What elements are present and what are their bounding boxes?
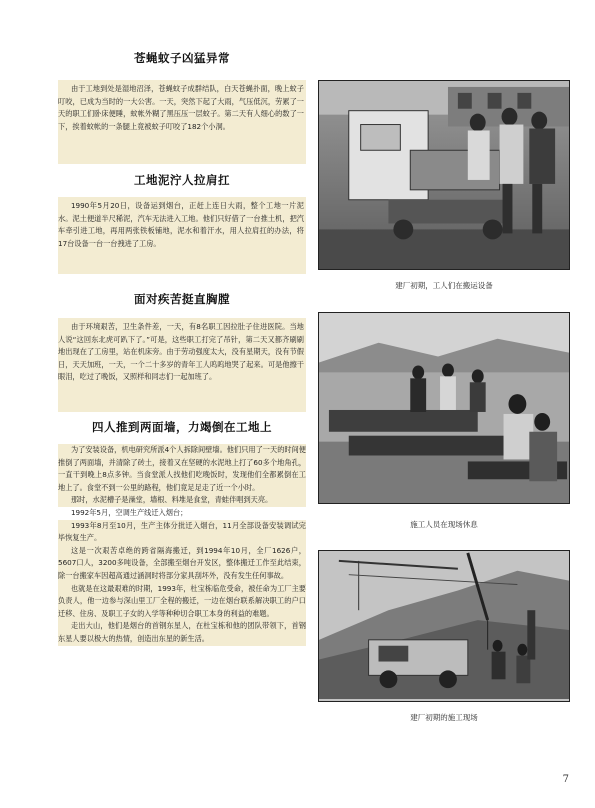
paragraph: 1990年5月20日，设备运到烟台，正赶上连日大雨，整个工地一片泥水。泥土便道半尺稀泥，汽车无法进入工地。他们只好借了一台推土机，把汽车牵引进工地，再用两张铁板铺地，泥水和着汗水，用人拉肩扛的办法，将17台设备一台一台拽进了工房。	[58, 201, 304, 248]
section-heading-1: 苍蝇蚊子凶猛异常	[134, 51, 230, 65]
construction-crane-photo	[318, 550, 570, 702]
photo-caption-2: 施工人员在现场休息	[410, 520, 478, 529]
paragraph: 那时，水泥槽子是澡堂，墙根、料堆是食堂，青蛙伴唱到天亮。	[58, 494, 306, 507]
section-body-3	[58, 318, 306, 412]
workers-resting-photo	[318, 312, 570, 504]
paragraph: 走出大山，他们是烟台的首钢东星人，在杜宝栋和他的团队带领下，首钢东星人要以极大的热情，创造出东星的新生活。	[58, 620, 306, 645]
paragraph: 1993年8月至10月，生产主体分批迁入烟台，11月全部设备安装调试完毕恢复生产。	[58, 520, 306, 545]
paragraph: 为了安装设备，机电研究所派4个人拆除间壁墙。他们只用了一天的时间便推倒了两面墙，并清除了砖土，接着又在坚硬的水泥地上打了60多个地角孔，一直干到晚上8点多钟。当食堂派人找他们吃晚饭时，发现他们全都累倒在工地上了。食堂不到一公里的路程，他们竟足足走了近一个小时。	[58, 444, 306, 494]
section-heading-4: 四人推到两面墙，力竭倒在工地上	[92, 420, 272, 434]
section-body-4	[58, 444, 306, 646]
workers-pushing-machine-photo	[318, 80, 570, 270]
paragraph: 由于环境艰苦，卫生条件差，一天，有8名职工因拉肚子住进医院。当地人说“这回东北虎可趴下了。”可是，这些职工打完了吊针，第二天又都齐刷刷地出现在了工房里，站在机床旁。由于劳动强度太大，没有星期天，没有节假日，天天加班，一天，一个二十多岁的青年工人呜呜地哭了起来。可是他擦干眼泪，吃过了晚饭，又照样和同志们一起加班了。	[58, 322, 304, 382]
paragraph: 也就是在这最艰难的时期，1993年，杜宝栋临危受命，被任命为工厂主要负责人，他一边参与深山里工厂全程的搬迁，一边在烟台联系解决职工的户口迁移、住房、及职工子女的入学等种种切合职工本身的利益的难题。	[58, 583, 306, 621]
paragraph: 1992年5月，空调生产线迁入烟台；	[70, 507, 188, 517]
photo-caption-1: 建厂初期，工人们在搬运设备	[395, 281, 493, 290]
section-body-2	[58, 197, 306, 274]
page-number: 7	[562, 774, 569, 785]
paragraph: 由于工地到处是湿地沼泽，苍蝇蚊子成群结队，白天苍蝇扑面，晚上蚊子叮咬，已成为当时的一大公害。一天，突然下起了大雨，气压低沉，劳累了一天的职工们卧床便睡，蚊帐外糊了黑压压一层蚊子。第二天有人细心的数了一下，挨着蚊帐的一条腿上竟被蚊子叮咬了182个小洞。	[58, 84, 304, 131]
section-heading-3: 面对疾苦挺直胸膛	[134, 292, 230, 306]
photo-caption-3: 建厂初期的施工现场	[410, 713, 478, 722]
section-heading-2: 工地泥泞人拉肩扛	[134, 173, 230, 187]
paragraph: 这是一次艰苦卓绝的跨省隔海搬迁，到1994年10月，全厂1626户，5607口人，3200多吨设备，全部搬至烟台开发区，整体搬迁工作至此结束，除一台搬家车因超高通过涵洞时将部分家具刮坏外，没有发生任何事故。	[58, 545, 306, 583]
section-body-1	[58, 80, 306, 164]
